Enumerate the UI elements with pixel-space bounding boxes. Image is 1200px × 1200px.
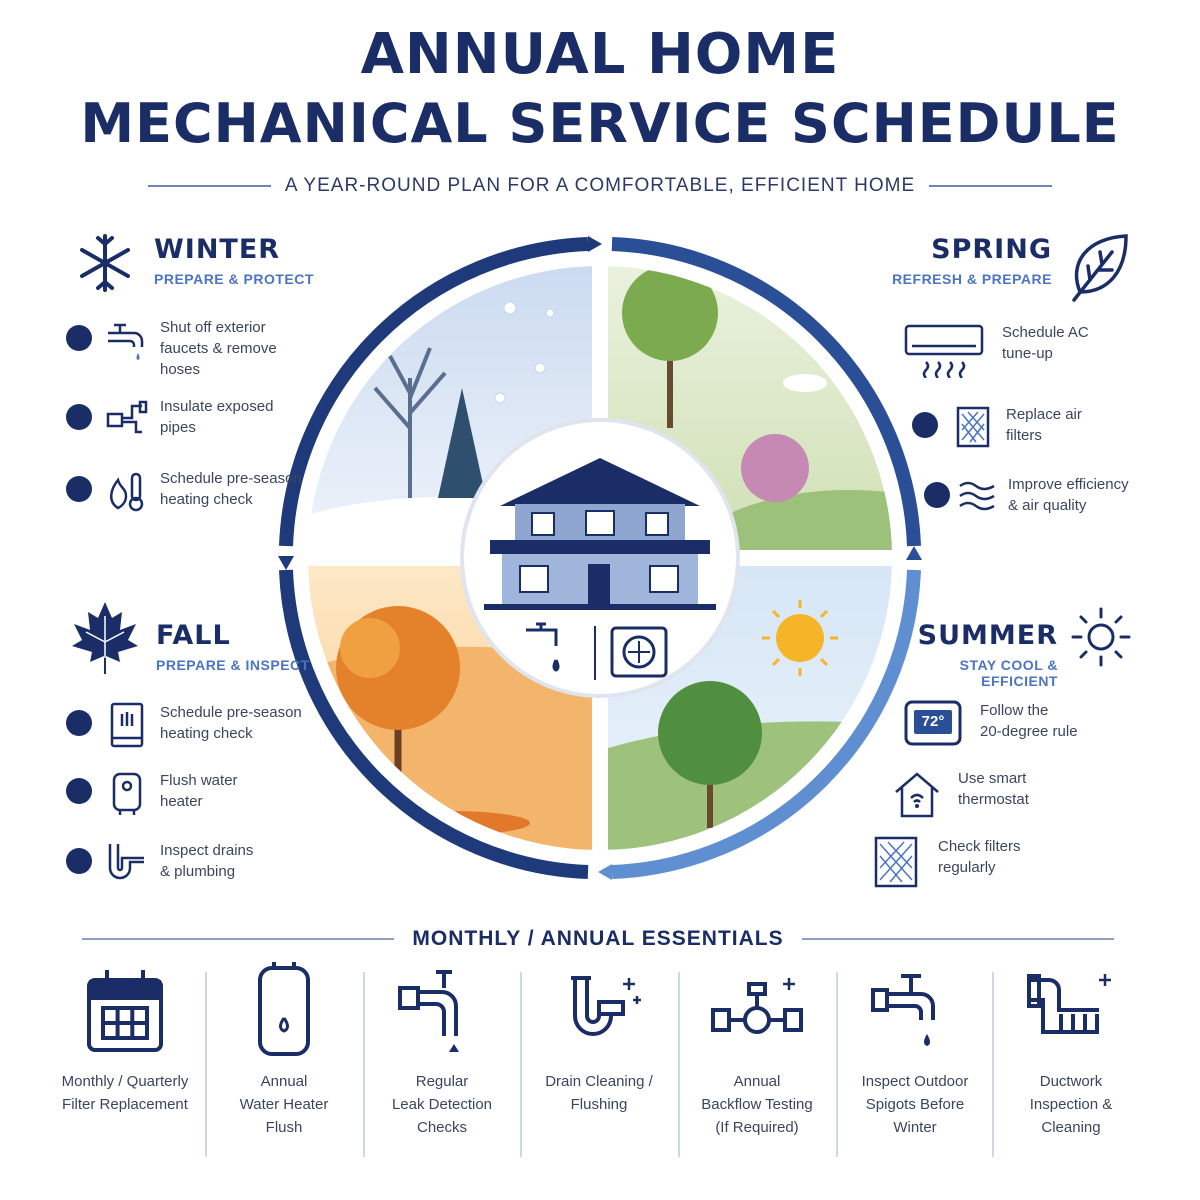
arrow-marker: [588, 236, 602, 252]
duct-icon: [1021, 960, 1121, 1060]
spring-task-2: [912, 404, 1082, 450]
spring-tree: [622, 265, 718, 361]
check-icon: [66, 476, 92, 502]
check-icon: [912, 412, 938, 438]
sun: [776, 614, 824, 662]
furnace-icon: [104, 702, 150, 748]
essentials-heading-row: [82, 925, 1114, 953]
check-icon: [66, 848, 92, 874]
task-line: Use smart: [958, 770, 1027, 787]
task-line: Follow the: [980, 702, 1049, 719]
spring-title: SPRING: [931, 234, 1052, 265]
task-line: Improve efficiency: [1008, 476, 1129, 493]
summer-task-2: [890, 768, 1029, 822]
task-line: Replace air: [1006, 406, 1082, 423]
sun-icon: [1070, 606, 1132, 668]
task-line: heating check: [160, 725, 253, 742]
essential-label: Backflow Testing: [701, 1096, 813, 1113]
essential-item-water-heater: [205, 960, 363, 1160]
essential-label: Spigots Before: [865, 1096, 965, 1113]
essential-item-backflow: [678, 960, 836, 1160]
divider: [82, 938, 394, 940]
divider: [148, 185, 271, 187]
essential-label: Annual: [260, 1073, 308, 1090]
essential-label: Checks: [416, 1119, 468, 1136]
task-line: & plumbing: [160, 863, 236, 880]
fall-task-3: [66, 840, 253, 886]
task-line: heating check: [160, 491, 253, 508]
summer-task-1: [904, 700, 1078, 746]
winter-task-2: [66, 396, 273, 442]
task-line: 20-degree rule: [980, 723, 1078, 740]
fall-task-2: [66, 770, 238, 816]
task-line: Check filters: [938, 838, 1021, 855]
faucet-icon: [104, 317, 150, 363]
essential-item-spigot: [836, 960, 994, 1160]
essential-label: Leak Detection: [391, 1096, 493, 1113]
spring-task-3: [924, 474, 1129, 520]
task-line: hoses: [160, 361, 201, 378]
backflow-valve-icon: [707, 960, 807, 1060]
task-line: & air quality: [1008, 497, 1087, 514]
title-line-1: ANNUAL HOME: [360, 22, 840, 87]
essential-item-filter: [46, 960, 204, 1160]
fall-task-1: [66, 702, 302, 748]
title-line-2: MECHANICAL SERVICE SCHEDULE: [80, 92, 1120, 155]
flame-thermometer-icon: [104, 468, 150, 514]
winter-task-1: [66, 317, 277, 380]
essential-label: Flushing: [570, 1096, 628, 1113]
winter-tagline: PREPARE & PROTECT: [154, 271, 314, 287]
subtitle-row: [148, 172, 1052, 200]
fall-title: FALL: [156, 620, 231, 651]
spigot-icon: [865, 960, 965, 1060]
arrow-marker: [278, 556, 294, 570]
task-line: Insulate exposed: [160, 398, 274, 415]
essential-label: Winter: [893, 1119, 937, 1136]
season-wheel: [270, 228, 930, 888]
summer-tagline: STAY COOL & EFFICIENT: [959, 657, 1058, 689]
snowflake-icon: [74, 232, 136, 294]
thermostat-display: 72°: [921, 713, 945, 730]
task-line: Flush water: [160, 772, 238, 789]
essential-label: Annual: [733, 1073, 781, 1090]
air-filter-icon: [872, 836, 920, 888]
task-line: Schedule pre-season: [160, 470, 302, 487]
p-trap-icon: [549, 960, 649, 1060]
essential-item-ductwork: [992, 960, 1150, 1160]
task-line: tune-up: [1002, 345, 1053, 362]
task-line: Shut off exterior: [160, 319, 266, 336]
air-filter-icon: [950, 404, 996, 450]
winter-task-3: [66, 468, 302, 514]
ac-unit-icon: [612, 628, 666, 676]
spring-tagline: REFRESH & PREPARE: [892, 271, 1052, 287]
water-heater-icon: [104, 770, 150, 816]
subtitle: A YEAR-ROUND PLAN FOR A COMFORTABLE, EFFICIENT HOME: [284, 175, 916, 196]
essential-label: Monthly / Quarterly: [61, 1073, 189, 1090]
essential-label: Filter Replacement: [62, 1096, 188, 1113]
maple-leaf-icon: [70, 600, 140, 676]
check-icon: [66, 710, 92, 736]
summer-tree: [658, 681, 762, 785]
spring-header: [870, 232, 1132, 302]
air-conditioner-icon: [904, 322, 984, 378]
winter-header: [74, 232, 334, 294]
task-line: regularly: [938, 859, 996, 876]
summer-header: [896, 606, 1132, 689]
task-line: heater: [160, 793, 203, 810]
arrow-marker: [906, 546, 922, 560]
arrow-marker: [598, 864, 612, 880]
task-line: thermostat: [958, 791, 1029, 808]
essential-label: Flush: [265, 1119, 303, 1136]
fall-tagline: PREPARE & INSPECT: [156, 657, 310, 673]
water-heater-icon: [234, 960, 334, 1060]
task-line: pipes: [160, 419, 196, 436]
leaf-icon: [1068, 232, 1132, 302]
check-icon: [66, 778, 92, 804]
airflow-icon: [958, 474, 998, 520]
essential-label: Inspect Outdoor: [861, 1073, 969, 1090]
calendar-icon: [75, 960, 175, 1060]
pipe-icon: [104, 396, 150, 442]
task-line: Inspect drains: [160, 842, 254, 859]
essential-label: Ductwork: [1039, 1073, 1103, 1090]
drain-pipe-icon: [104, 840, 150, 886]
task-line: Schedule AC: [1002, 324, 1089, 341]
divider: [929, 185, 1052, 187]
essential-item-leak-detection: [363, 960, 521, 1160]
essential-label: Inspection &: [1029, 1096, 1113, 1113]
check-icon: [66, 325, 92, 351]
essential-item-drain-cleaning: [520, 960, 678, 1160]
essential-label: Regular: [415, 1073, 469, 1090]
summer-task-3: [872, 836, 1021, 888]
smart-home-icon: [890, 768, 944, 822]
check-icon: [66, 404, 92, 430]
essential-label: Drain Cleaning /: [545, 1073, 653, 1090]
essential-label: Water Heater: [239, 1096, 329, 1113]
thermostat-icon: [904, 700, 962, 746]
essential-label: (If Required): [715, 1119, 799, 1136]
check-icon: [924, 482, 950, 508]
summer-title: SUMMER: [917, 620, 1058, 651]
task-line: filters: [1006, 427, 1042, 444]
spring-task-1: [904, 322, 1089, 378]
task-line: Schedule pre-season: [160, 704, 302, 721]
essentials-heading: MONTHLY / ANNUAL ESSENTIALS: [412, 927, 784, 950]
leaking-pipe-icon: [392, 960, 492, 1060]
divider: [802, 938, 1114, 940]
essential-label: Cleaning: [1041, 1119, 1101, 1136]
winter-title: WINTER: [154, 234, 281, 265]
fall-header: [70, 600, 310, 676]
task-line: faucets & remove: [160, 340, 277, 357]
